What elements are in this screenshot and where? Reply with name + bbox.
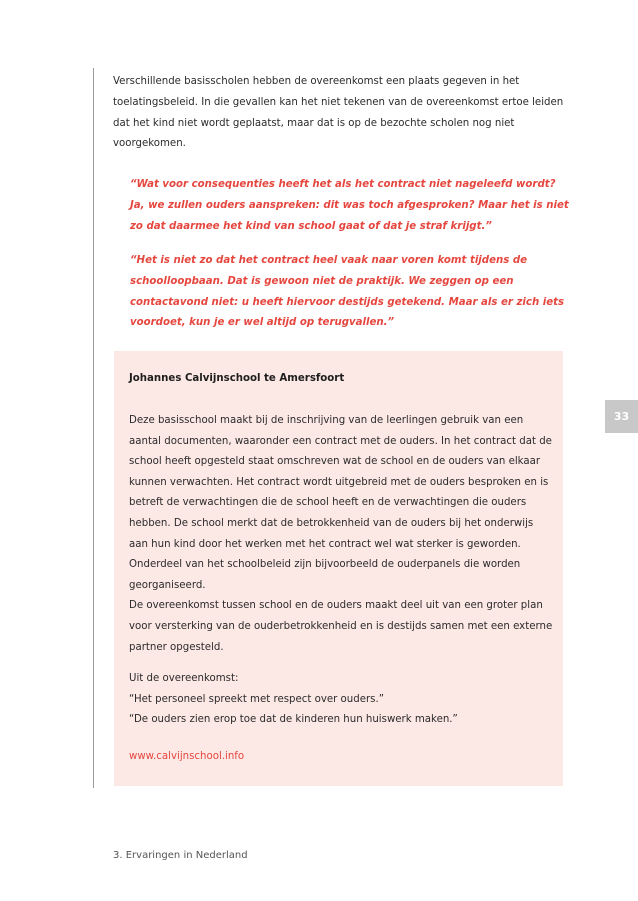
- case-study-body: [129, 411, 554, 658]
- left-margin-rule: [93, 68, 94, 788]
- quote-consequences: “Wat voor consequenties heeft het als het contract niet nageleefd wordt? Ja, we zullen ouders aanspreken: dit was toch afgesproken? Maar het is niet zo dat daarmee het kind van school gaat of dat je straf krijgt.”: [130, 179, 569, 232]
- page-number-tab: 33: [605, 400, 638, 433]
- excerpt-label: Uit de overeenkomst:: [129, 673, 239, 684]
- case-study-box: [114, 351, 563, 786]
- case-study-title: Johannes Calvijnschool te Amersfoort: [129, 373, 345, 384]
- case-study-paragraph-2: De overeenkomst tussen school en de ouders maakt deel uit van een groter plan voor versterking van de ouderbetrokkenheid en is destijds samen met een externe partner opgesteld.: [129, 600, 553, 653]
- intro-paragraph: Verschillende basisscholen hebben de overeenkomst een plaats gegeven in het toelatingsbeleid. In die gevallen kan het niet tekenen van de overeenkomst ertoe leiden dat het kind niet wordt geplaatst, maar dat is op de bezochte scholen nog niet voorgekomen.: [113, 76, 564, 150]
- excerpt-line-1: “Het personeel spreekt met respect over ouders.”: [129, 693, 384, 705]
- quote-contract-practice: “Het is niet zo dat het contract heel vaak naar voren komt tijdens de schoolloopbaan. Dat is gewoon niet de praktijk. We zeggen op een contactavond niet: u heeft hiervoor destijds getekend. Maar als er zich iets voordoet, kun je er wel altijd op terugvallen.”: [130, 255, 565, 329]
- excerpt-line-2: “De ouders zien erop toe dat de kinderen hun huiswerk maken.”: [129, 714, 458, 726]
- chapter-footer: 3. Ervaringen in Nederland: [113, 850, 248, 861]
- agreement-excerpt: [129, 669, 554, 731]
- case-study-paragraph-1: Deze basisschool maakt bij de inschrijving van de leerlingen gebruik van een aantal documenten, waaronder een contract met de ouders. In het contract dat de school heeft opgesteld staat omschreven wat de school en de ouders van elkaar kunnen verwachten. Het contract wordt uitgebreid met de ouders besproken en is betreft de verwachtingen die de school heeft en de verwachtingen die ouders hebben. De school merkt dat de betrokkenheid van de ouders bij het onderwijs aan hun kind door het werken met het contract wel wat sterker is geworden. Onderdeel van het schoolbeleid zijn bijvoorbeeld de ouderpanels die worden georganiseerd.: [129, 415, 552, 591]
- school-website-link[interactable]: www.calvijnschool.info: [129, 751, 245, 762]
